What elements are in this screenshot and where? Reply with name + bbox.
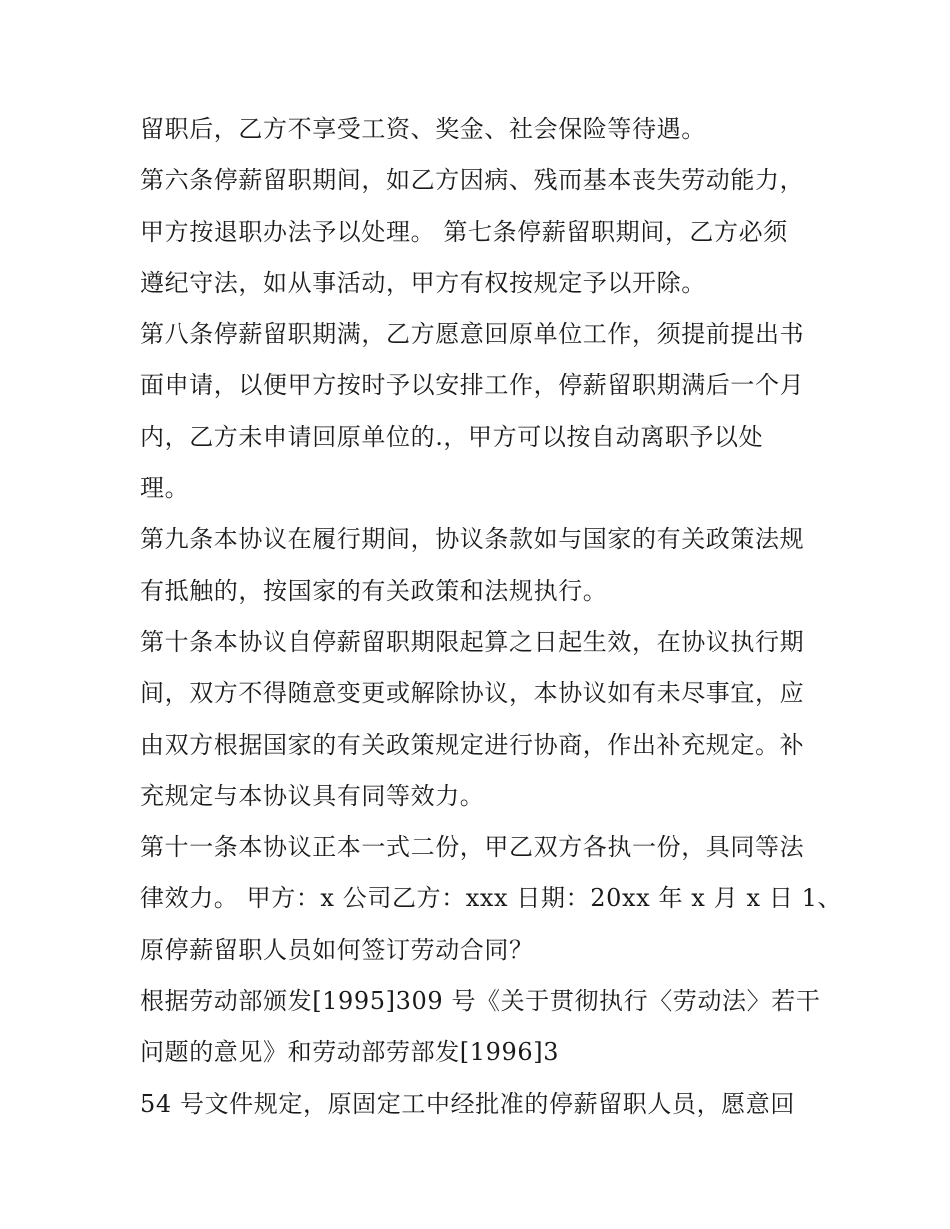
text-line: 留职后，乙方不享受工资、奖金、社会保险等待遇。 [140,115,706,143]
text-line: 第九条本协议在履行期间，协议条款如与国家的有关政策法规 [140,525,805,554]
text-line: 律效力。 甲方：x 公司乙方：xxx 日期：20xx 年 x 月 x 日 1、 [140,884,843,913]
text-line: 第八条停薪留职期满，乙方愿意回原单位工作，须提前提出书 [140,320,805,349]
text-line: 由双方根据国家的有关政策规定进行协商，作出补充规定。补 [140,730,805,759]
text-line: 甲方按退职办法予以处理。 第七条停薪留职期间，乙方必须 [140,217,788,246]
text-line: 理。 [140,474,190,503]
text-line: 第十一条本协议正本一式二份，甲乙双方各执一份，具同等法 [140,833,805,862]
text-line: 第十条本协议自停薪留职期限起算之日起生效，在协议执行期 [140,627,805,656]
text-line: 遵纪守法，如从事活动，甲方有权按规定予以开除。 [140,268,706,297]
text-line: 原停薪留职人员如何签订劳动合同？ [140,935,534,964]
text-line: 面申请，以便甲方按时予以安排工作，停薪留职期满后一个月 [140,371,805,400]
text-line: 内，乙方未申请回原单位的.，甲方可以按自动离职予以处 [140,422,764,451]
text-line: 充规定与本协议具有同等效力。 [140,781,485,810]
document-body [140,104,843,1130]
text-line: 有抵触的，按国家的有关政策和法规执行。 [140,576,608,605]
text-line: 间，双方不得随意变更或解除协议，本协议如有未尽事宜，应 [140,679,805,708]
text-line: 54 号文件规定，原固定工中经批准的停薪留职人员，愿意回 [140,1089,795,1118]
text-line: 第六条停薪留职期间，如乙方因病、残而基本丧失劳动能力， [140,166,805,195]
text-line: 根据劳动部颁发[1995]309 号《关于贯彻执行〈劳动法〉若干 [140,987,821,1016]
text-line: 问题的意见》和劳动部劳部发[1996]3 [140,1038,560,1067]
